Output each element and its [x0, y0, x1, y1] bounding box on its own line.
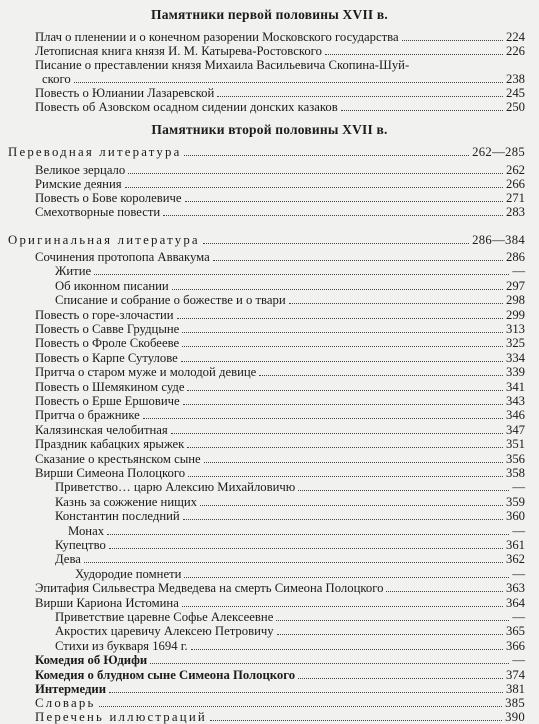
toc-entry: Приветство… царю Алексию Михайловичю —: [55, 480, 525, 494]
toc-entry: Повесть об Азовском осадном сидении донских казаков 250: [35, 100, 525, 114]
toc-back-entry: Перечень иллюстраций 390: [35, 710, 525, 724]
toc-entry: Житие —: [55, 264, 525, 278]
toc-entry: Дева 362: [55, 552, 525, 566]
toc-entry: Калязинская челобитная 347: [35, 423, 525, 437]
toc-entry: Константин последний 360: [55, 509, 525, 523]
toc-entry: Списание и собрание о божестве и о твари 298: [55, 293, 525, 307]
toc-entry-title-line1: Писание о преставлении князя Михаила Васильевича Скопина-Шуй-: [35, 58, 410, 72]
section-heading-first-half: Памятники первой половины XVII в.: [151, 7, 388, 22]
toc-entry: Приветствие царевне Софье Алексеевне —: [55, 610, 525, 624]
toc-entry: Комедия о блудном сыне Симеона Полоцкого 374: [35, 668, 525, 682]
toc-entry: Великое зерцало 262: [35, 163, 525, 177]
toc-entry: Сказание о крестьянском сыне 356: [35, 452, 525, 466]
toc-entry: Об иконном писании 297: [55, 279, 525, 293]
toc-back-entry: Словарь 385: [35, 696, 525, 710]
toc-entry: Притча о бражнике 346: [35, 408, 525, 422]
toc-entry: Повесть о Карпе Сутулове 334: [35, 351, 525, 365]
toc-entry: Вирши Симеона Полоцкого 358: [35, 466, 525, 480]
toc-entry: Эпитафия Сильвестра Медведева на смерть Симеона Полоцкого 363: [35, 581, 525, 595]
toc-entry: Летописная книга князя И. М. Катырева-Ростовского 226: [35, 44, 525, 58]
toc-entry: Притча о старом муже и молодой девице 339: [35, 365, 525, 379]
toc-entry: Праздник кабацких ярыжек 351: [35, 437, 525, 451]
section-heading-second-half: Памятники второй половины XVII в.: [151, 122, 388, 137]
toc-entry: Стихи из букваря 1694 г. 366: [55, 639, 525, 653]
toc-entry: Монах —: [68, 524, 525, 538]
toc-entry: Повесть о Фроле Скобееве 325: [35, 336, 525, 350]
toc-entry: Казнь за сожжение нищих 359: [55, 495, 525, 509]
toc-entry: Интермедии 381: [35, 682, 525, 696]
toc-section-translated: Переводная литература 262—285: [8, 145, 525, 159]
toc-entry: Купецтво 361: [55, 538, 525, 552]
toc-entry: Плач о пленении и о конечном разорении Московского государства 224: [35, 30, 525, 44]
toc-entry: Повесть о Юлиании Лазаревской 245: [35, 86, 525, 100]
toc-section-original: Оригинальная литература 286—384: [8, 233, 525, 247]
toc-entry: ского 238: [42, 72, 525, 86]
toc-entry: Акростих царевичу Алексею Петровичу 365: [55, 624, 525, 638]
toc-entry: Римские деяния 266: [35, 177, 525, 191]
toc-entry: Повесть о Шемякином суде 341: [35, 380, 525, 394]
toc-entry: Вирши Кариона Истомина 364: [35, 596, 525, 610]
toc-entry: Повесть о Савве Грудцыне 313: [35, 322, 525, 336]
toc-entry: Повесть о горе-злочастии 299: [35, 308, 525, 322]
toc-entry: Сочинения протопопа Аввакума 286: [35, 250, 525, 264]
toc-entry: Смехотворные повести 283: [35, 205, 525, 219]
toc-entry: Комедия об Юдифи —: [35, 653, 525, 667]
toc-entry: Худородие помнети —: [75, 567, 525, 581]
toc-entry: Повесть о Бове королевиче 271: [35, 191, 525, 205]
toc-entry: Повесть о Ерше Ершовиче 343: [35, 394, 525, 408]
